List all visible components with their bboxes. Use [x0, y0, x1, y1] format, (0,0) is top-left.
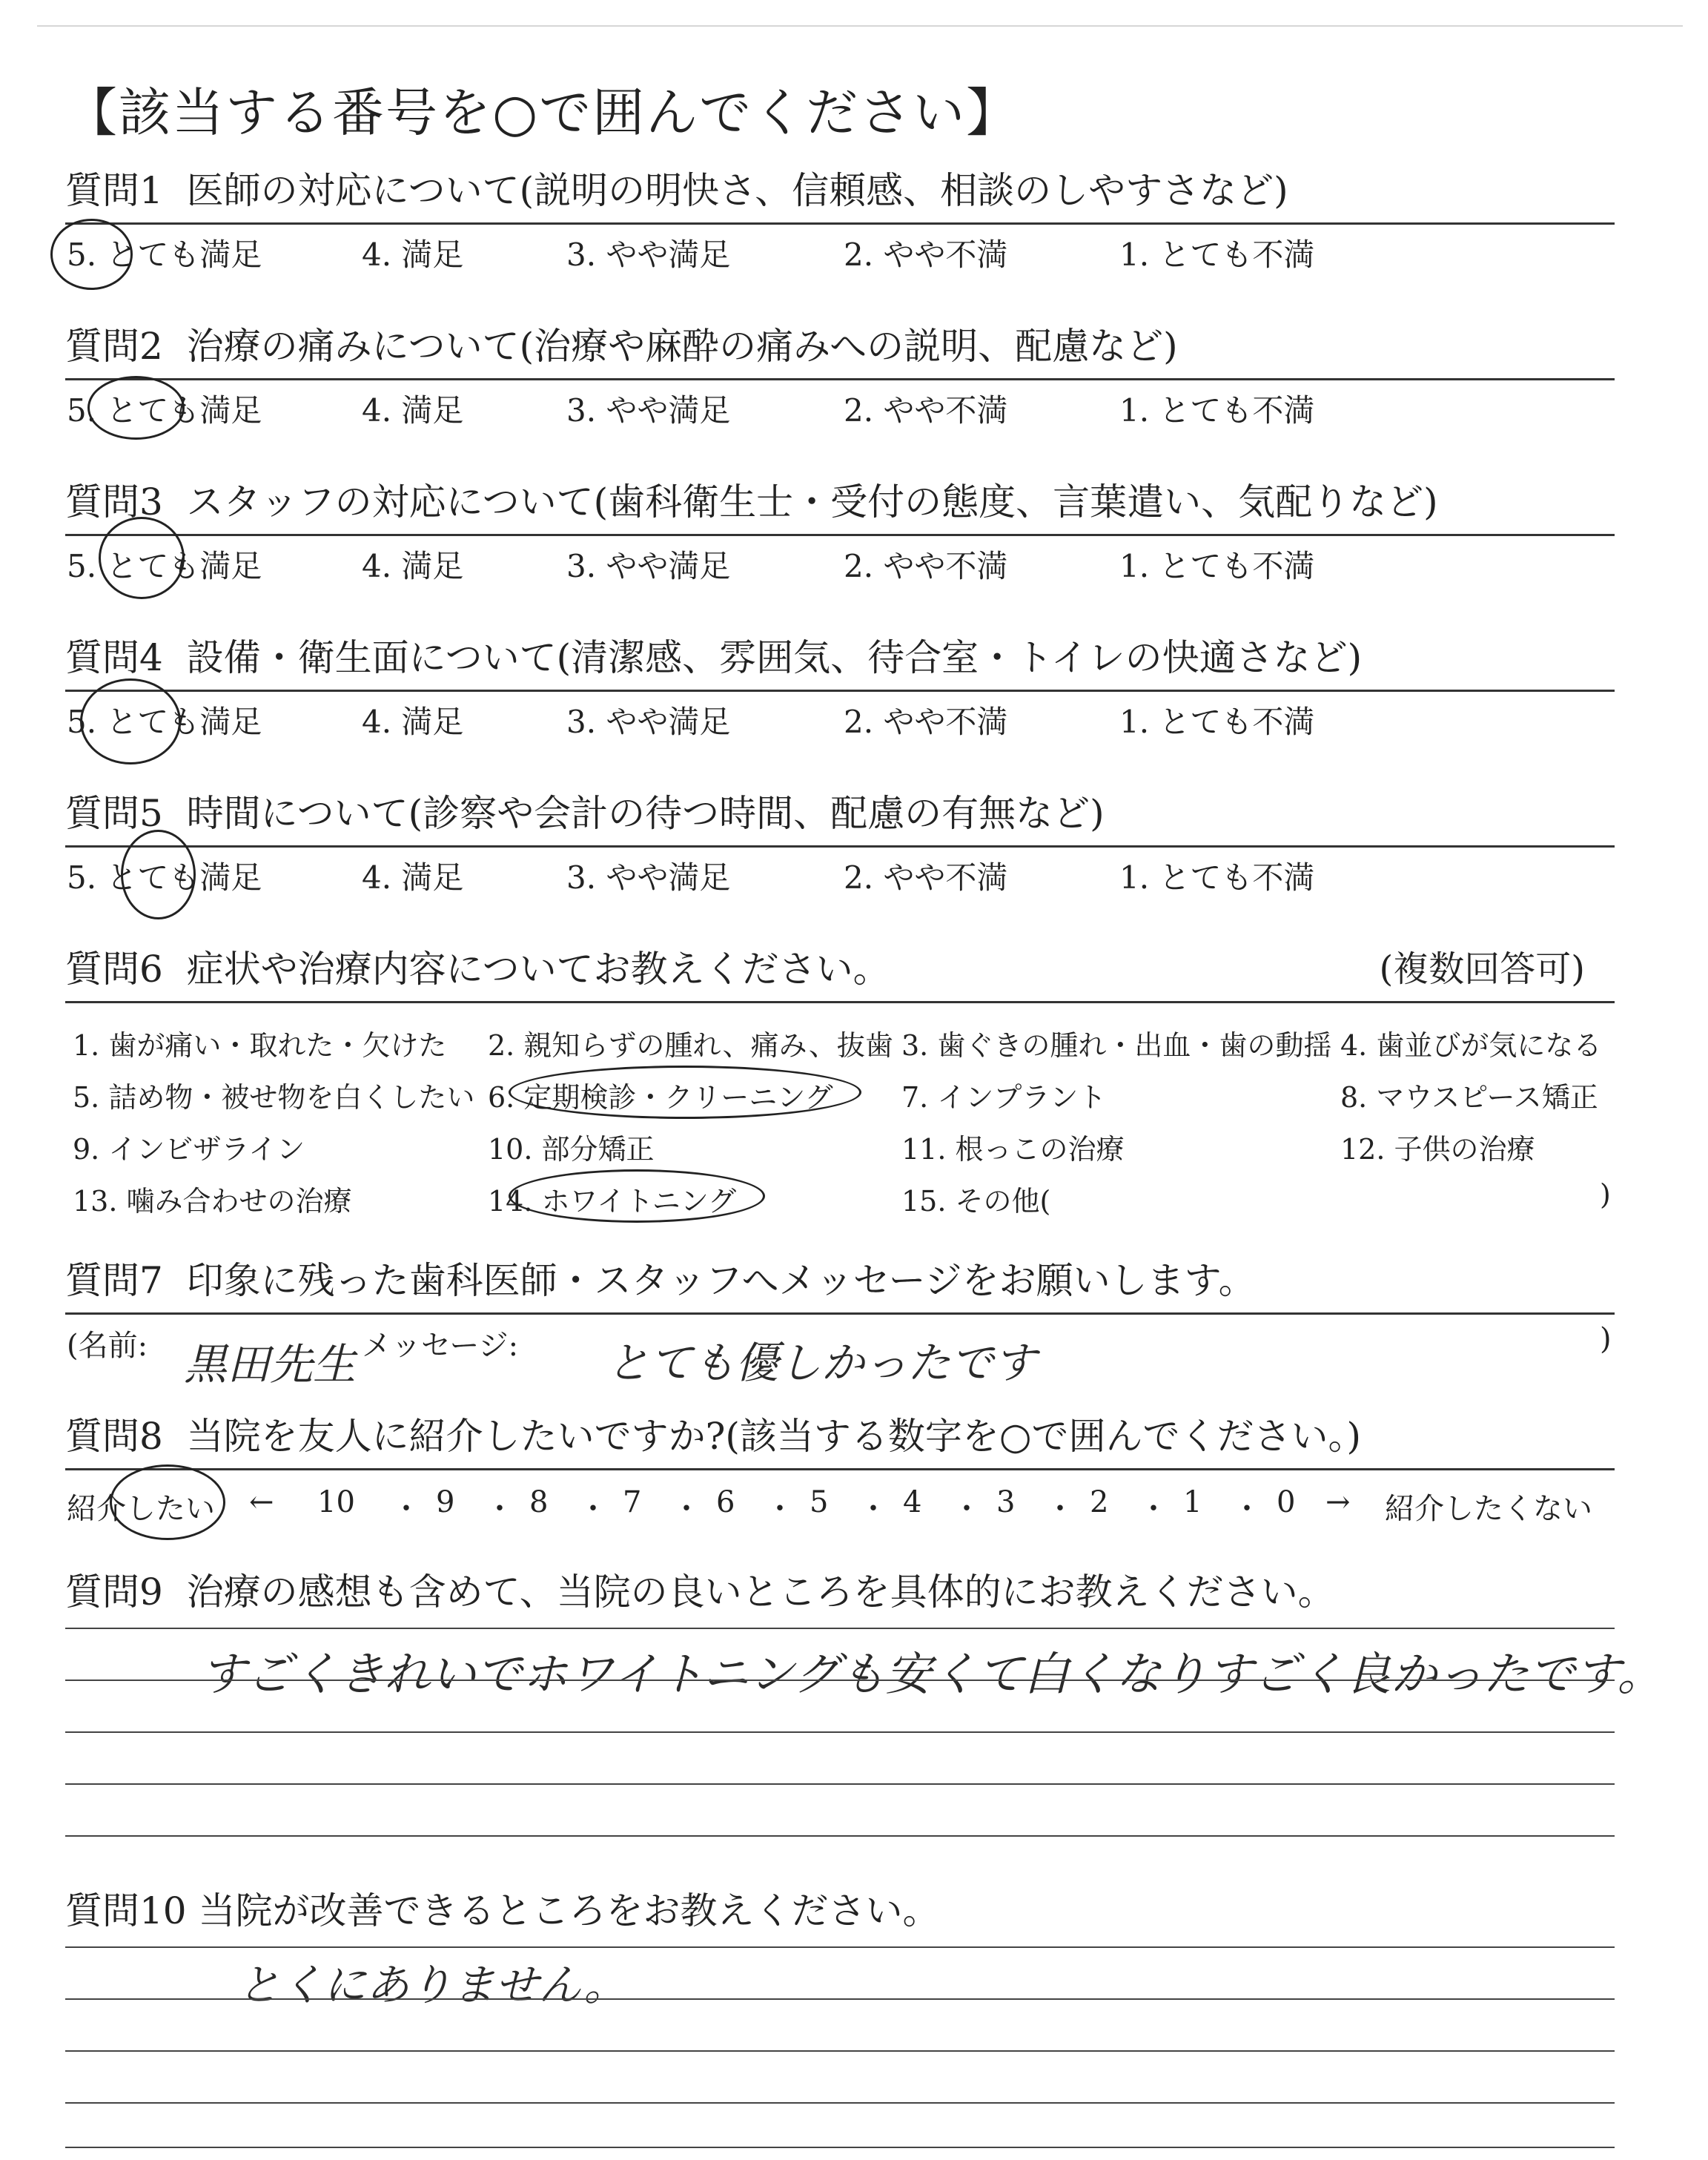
multiple-answers-note: (複数回答可) [1379, 948, 1585, 990]
scale-6[interactable]: 6 [716, 1485, 735, 1519]
q4-option-1[interactable]: 1. とても不満 [1119, 704, 1315, 740]
question-10-text: 当院が改善できるところをお教えください。 [198, 1889, 940, 1932]
q3-option-3[interactable]: 3. やや満足 [566, 548, 731, 584]
question-3-rule [65, 534, 1615, 536]
q4-option-2[interactable]: 2. やや不満 [844, 704, 1008, 740]
question-8 [65, 1409, 1615, 1539]
q5-option-3[interactable]: 3. やや満足 [566, 859, 731, 896]
q6-option-6[interactable]: 6. 定期検診・クリーニング [488, 1081, 833, 1114]
question-8-rule [65, 1468, 1615, 1470]
question-1-rule [65, 222, 1615, 225]
q4-option-5[interactable]: 5. とても満足 [67, 704, 262, 740]
q2-option-1[interactable]: 1. とても不満 [1119, 392, 1315, 429]
question-7-heading [65, 1253, 1615, 1308]
question-1-ratings [65, 228, 1615, 275]
question-4-ratings [65, 695, 1615, 742]
arrow-left: ← [249, 1485, 274, 1519]
q3-option-2[interactable]: 2. やや不満 [844, 548, 1008, 584]
question-7-number: 質問7 [65, 1259, 163, 1302]
q9-line-4 [65, 1783, 1615, 1785]
question-3-ratings [65, 539, 1615, 587]
q1-option-2[interactable]: 2. やや不満 [844, 237, 1008, 273]
q3-option-5[interactable]: 5. とても満足 [67, 548, 262, 584]
scale-dot: ・ [391, 1492, 421, 1526]
question-1-heading [65, 163, 1615, 218]
question-5-text: 時間について(診察や会計の待つ時間、配慮の有無など) [186, 792, 1105, 835]
q9-handwritten-answer: すごくきれいでホワイトニングも安くて白くなりすごく良かったです。 [200, 1647, 1664, 1701]
q6-option-8[interactable]: 8. マウスピース矯正 [1340, 1081, 1598, 1114]
q2-option-4[interactable]: 4. 満足 [362, 392, 464, 429]
recommend-scale [65, 1479, 1615, 1539]
scale-4[interactable]: 4 [903, 1485, 922, 1519]
question-6 [65, 942, 1615, 1223]
q3-option-1[interactable]: 1. とても不満 [1119, 548, 1315, 584]
name-handwritten: 黒田先生 [184, 1339, 357, 1390]
question-4-text: 設備・衛生面について(清潔感、雰囲気、待合室・トイレの快適さなど) [186, 636, 1363, 679]
question-5-rule [65, 845, 1615, 848]
message-label: メッセージ: [362, 1329, 519, 1363]
question-2-text: 治療の痛みについて(治療や麻酔の痛みへの説明、配慮など) [186, 325, 1178, 368]
q10-line-2 [65, 1998, 1615, 2000]
q6-option-2[interactable]: 2. 親知らずの腫れ、痛み、抜歯 [488, 1029, 893, 1062]
question-5 [65, 786, 1615, 898]
q1-option-5[interactable]: 5. とても満足 [67, 237, 262, 273]
question-4-rule [65, 690, 1615, 692]
scale-dot: ・ [765, 1492, 795, 1526]
question-1 [65, 163, 1615, 275]
question-9-heading [65, 1565, 1615, 1619]
question-9 [65, 1565, 1615, 1619]
sheet-title: 【該当する番号を○で囲んでください】 [65, 82, 1020, 143]
recommend-yes-label[interactable]: 紹介したい [67, 1492, 215, 1526]
q6-option-10[interactable]: 10. 部分矯正 [488, 1133, 655, 1166]
q1-option-3[interactable]: 3. やや満足 [566, 237, 731, 273]
q6-option-15[interactable]: 15. その他( [901, 1185, 1051, 1218]
q6-option-7[interactable]: 7. インプラント [901, 1081, 1107, 1114]
q5-option-2[interactable]: 2. やや不満 [844, 859, 1008, 896]
q5-option-5[interactable]: 5. とても満足 [67, 859, 262, 896]
question-10 [65, 1883, 1615, 1938]
scale-dot: ・ [952, 1492, 982, 1526]
q6-option-14[interactable]: 14. ホワイトニング [488, 1185, 737, 1218]
scale-10[interactable]: 10 [317, 1485, 355, 1519]
q6-selection-circle-checkup [509, 1066, 861, 1119]
q6-other-close-paren: ) [1600, 1178, 1611, 1211]
question-10-heading [65, 1883, 1615, 1938]
question-7-answer-row [65, 1315, 1615, 1390]
question-7-text: 印象に残った歯科医師・スタッフへメッセージをお願いします。 [186, 1259, 1256, 1302]
question-2-ratings [65, 383, 1615, 431]
q4-option-4[interactable]: 4. 満足 [362, 704, 464, 740]
name-label: (名前: [67, 1329, 148, 1363]
question-3-number: 質問3 [65, 480, 163, 524]
q4-selection-circle [80, 678, 181, 764]
scale-5[interactable]: 5 [810, 1485, 829, 1519]
question-1-text: 医師の対応について(説明の明快さ、信頼感、相談のしやすさなど) [186, 169, 1288, 212]
q10-handwritten-answer: とくにありません。 [237, 1960, 627, 2010]
question-5-number: 質問5 [65, 792, 163, 835]
question-2-number: 質問2 [65, 325, 163, 368]
q1-selection-circle [50, 219, 133, 290]
q5-selection-circle [121, 830, 196, 919]
q6-option-4[interactable]: 4. 歯並びが気になる [1340, 1029, 1602, 1062]
top-border [37, 25, 1683, 27]
question-8-number: 質問8 [65, 1415, 163, 1458]
question-5-ratings [65, 851, 1615, 898]
question-4-heading [65, 630, 1615, 685]
scale-dot: ・ [1139, 1492, 1168, 1526]
q2-option-3[interactable]: 3. やや満足 [566, 392, 731, 429]
q6-option-9[interactable]: 9. インビザライン [73, 1133, 305, 1166]
q10-line-1 [65, 1946, 1615, 1948]
scale-dot: ・ [858, 1492, 888, 1526]
q6-selection-circle-whitening [509, 1169, 765, 1223]
scale-dot: ・ [672, 1492, 701, 1526]
message-handwritten: とても優しかったです [606, 1338, 1037, 1388]
question-3 [65, 475, 1615, 587]
q9-line-1 [65, 1628, 1615, 1629]
scale-8[interactable]: 8 [529, 1485, 549, 1519]
scale-dot: ・ [1232, 1492, 1262, 1526]
scale-2[interactable]: 2 [1090, 1485, 1109, 1519]
q10-line-3 [65, 2050, 1615, 2052]
question-6-options [65, 1008, 1615, 1223]
question-8-heading [65, 1409, 1615, 1464]
question-3-text: スタッフの対応について(歯科衛生士・受付の態度、言葉遣い、気配りなど) [186, 480, 1438, 524]
question-4-number: 質問4 [65, 636, 163, 679]
question-2-rule [65, 378, 1615, 380]
question-2 [65, 319, 1615, 431]
q5-option-4[interactable]: 4. 満足 [362, 859, 464, 896]
q6-option-11[interactable]: 11. 根っこの治療 [901, 1133, 1125, 1166]
question-9-text: 治療の感想も含めて、当院の良いところを具体的にお教えください。 [186, 1571, 1335, 1614]
q4-option-3[interactable]: 3. やや満足 [566, 704, 731, 740]
q6-option-3[interactable]: 3. 歯ぐきの腫れ・出血・歯の動揺 [901, 1029, 1332, 1062]
question-7 [65, 1253, 1615, 1390]
scale-3[interactable]: 3 [996, 1485, 1016, 1519]
question-8-text: 当院を友人に紹介したいですか?(該当する数字を○で囲んでください。) [186, 1415, 1362, 1458]
q1-option-1[interactable]: 1. とても不満 [1119, 237, 1315, 273]
q6-option-13[interactable]: 13. 噛み合わせの治療 [73, 1185, 352, 1218]
q2-selection-circle [87, 376, 185, 440]
q6-option-1[interactable]: 1. 歯が痛い・取れた・欠けた [73, 1029, 447, 1062]
q2-option-2[interactable]: 2. やや不満 [844, 392, 1008, 429]
scale-dot: ・ [1045, 1492, 1075, 1526]
q9-line-5 [65, 1835, 1615, 1837]
q9-line-3 [65, 1731, 1615, 1733]
question-2-heading [65, 319, 1615, 374]
q3-option-4[interactable]: 4. 満足 [362, 548, 464, 584]
question-3-heading [65, 475, 1615, 529]
message-close-paren: ) [1600, 1322, 1612, 1356]
q10-line-4 [65, 2102, 1615, 2104]
question-9-number: 質問9 [65, 1571, 163, 1614]
recommend-no-label[interactable]: 紹介したくない [1385, 1492, 1592, 1526]
q5-option-1[interactable]: 1. とても不満 [1119, 859, 1315, 896]
q10-line-5 [65, 2147, 1615, 2148]
scale-0[interactable]: 0 [1277, 1485, 1296, 1519]
scale-7[interactable]: 7 [623, 1485, 642, 1519]
q9-line-2 [65, 1680, 1615, 1681]
scale-1[interactable]: 1 [1183, 1485, 1202, 1519]
scale-9[interactable]: 9 [436, 1485, 455, 1519]
question-6-number: 質問6 [65, 948, 163, 991]
question-4 [65, 630, 1615, 742]
question-10-number: 質問10 [65, 1889, 187, 1932]
q6-option-5[interactable]: 5. 詰め物・被せ物を白くしたい [73, 1081, 475, 1114]
question-5-heading [65, 786, 1615, 841]
q1-option-4[interactable]: 4. 満足 [362, 237, 464, 273]
scale-dot: ・ [578, 1492, 608, 1526]
q8-selection-circle [110, 1464, 225, 1540]
q2-option-5[interactable]: 5. とても満足 [67, 392, 262, 429]
question-1-number: 質問1 [65, 169, 163, 212]
question-6-text: 症状や治療内容についてお教えください。 [186, 948, 890, 991]
q3-selection-circle [99, 517, 185, 599]
scale-dot: ・ [485, 1492, 514, 1526]
question-6-rule [65, 1001, 1615, 1003]
q6-option-12[interactable]: 12. 子供の治療 [1340, 1133, 1535, 1166]
arrow-right: → [1325, 1485, 1351, 1519]
